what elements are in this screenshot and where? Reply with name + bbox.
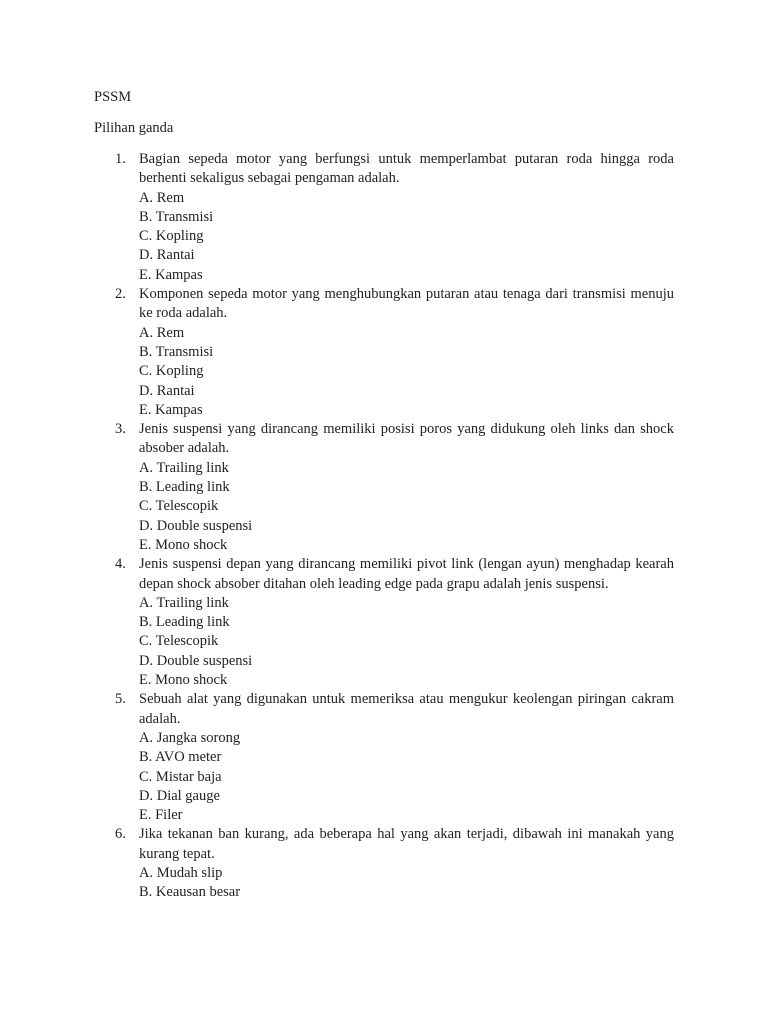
question-text: Jenis suspensi depan yang dirancang memiliki pivot link (lengan ayun) menghadap kearah depan shock absober ditahan oleh leading edge pada grapu adalah jenis suspensi.	[139, 556, 674, 592]
option-list	[139, 594, 674, 690]
option-list	[139, 864, 674, 903]
question-number: 1.	[115, 151, 126, 167]
option: A. Trailing link	[139, 594, 229, 611]
option: B. Transmisi	[139, 208, 214, 225]
question-number: 4.	[115, 556, 126, 573]
option: B. AVO meter	[139, 749, 222, 766]
option: B. Leading link	[139, 479, 230, 496]
question-text: Sebuah alat yang digunakan untuk memeriksa atau mengukur keolengan piringan cakram adalah.	[139, 691, 674, 727]
question-text: Jika tekanan ban kurang, ada beberapa hal yang akan terjadi, dibawah ini manakah yang kurang tepat.	[139, 826, 674, 862]
option: E. Mono shock	[139, 536, 228, 553]
question-1	[94, 150, 674, 285]
option: E. Mono shock	[139, 672, 228, 689]
option: A. Rem	[139, 324, 185, 341]
question-2	[94, 285, 674, 420]
question-number: 3.	[115, 421, 126, 438]
option-list	[139, 189, 674, 285]
option: C. Kopling	[139, 363, 204, 380]
question-number: 6.	[115, 826, 126, 843]
option: D. Rantai	[139, 247, 195, 264]
option: D. Rantai	[139, 382, 195, 399]
question-text: Bagian sepeda motor yang berfungsi untuk memperlambat putaran roda hingga roda berhenti sekaligus sebagai pengaman adalah.	[139, 151, 674, 187]
section-title: Pilihan ganda	[94, 120, 174, 136]
question-5	[94, 690, 674, 825]
option: E. Kampas	[139, 266, 203, 283]
option: E. Kampas	[139, 401, 203, 418]
question-list	[94, 150, 674, 903]
question-text: Jenis suspensi yang dirancang memiliki posisi poros yang didukung oleh links dan shock absober adalah.	[139, 421, 674, 457]
option: D. Double suspensi	[139, 652, 253, 669]
option: A. Rem	[139, 189, 185, 206]
option: B. Transmisi	[139, 343, 214, 360]
question-4	[94, 555, 674, 690]
question-number: 2.	[115, 286, 126, 303]
option: B. Keausan besar	[139, 884, 241, 901]
option: D. Dial gauge	[139, 787, 220, 804]
option: C. Telescopik	[139, 498, 219, 515]
option: B. Leading link	[139, 614, 230, 631]
option-list	[139, 324, 674, 420]
question-6	[94, 825, 674, 902]
question-number: 5.	[115, 691, 126, 708]
question-3	[94, 420, 674, 555]
option: C. Kopling	[139, 228, 204, 245]
option: A. Trailing link	[139, 459, 229, 476]
document-title: PSSM	[94, 89, 132, 105]
option: E. Filer	[139, 807, 183, 824]
option: A. Mudah slip	[139, 864, 223, 881]
option: C. Telescopik	[139, 633, 219, 650]
question-text: Komponen sepeda motor yang menghubungkan putaran atau tenaga dari transmisi menuju ke roda adalah.	[139, 286, 674, 322]
option: D. Double suspensi	[139, 517, 253, 534]
option-list	[139, 729, 674, 825]
option-list	[139, 459, 674, 555]
option: A. Jangka sorong	[139, 729, 241, 746]
option: C. Mistar baja	[139, 768, 222, 785]
